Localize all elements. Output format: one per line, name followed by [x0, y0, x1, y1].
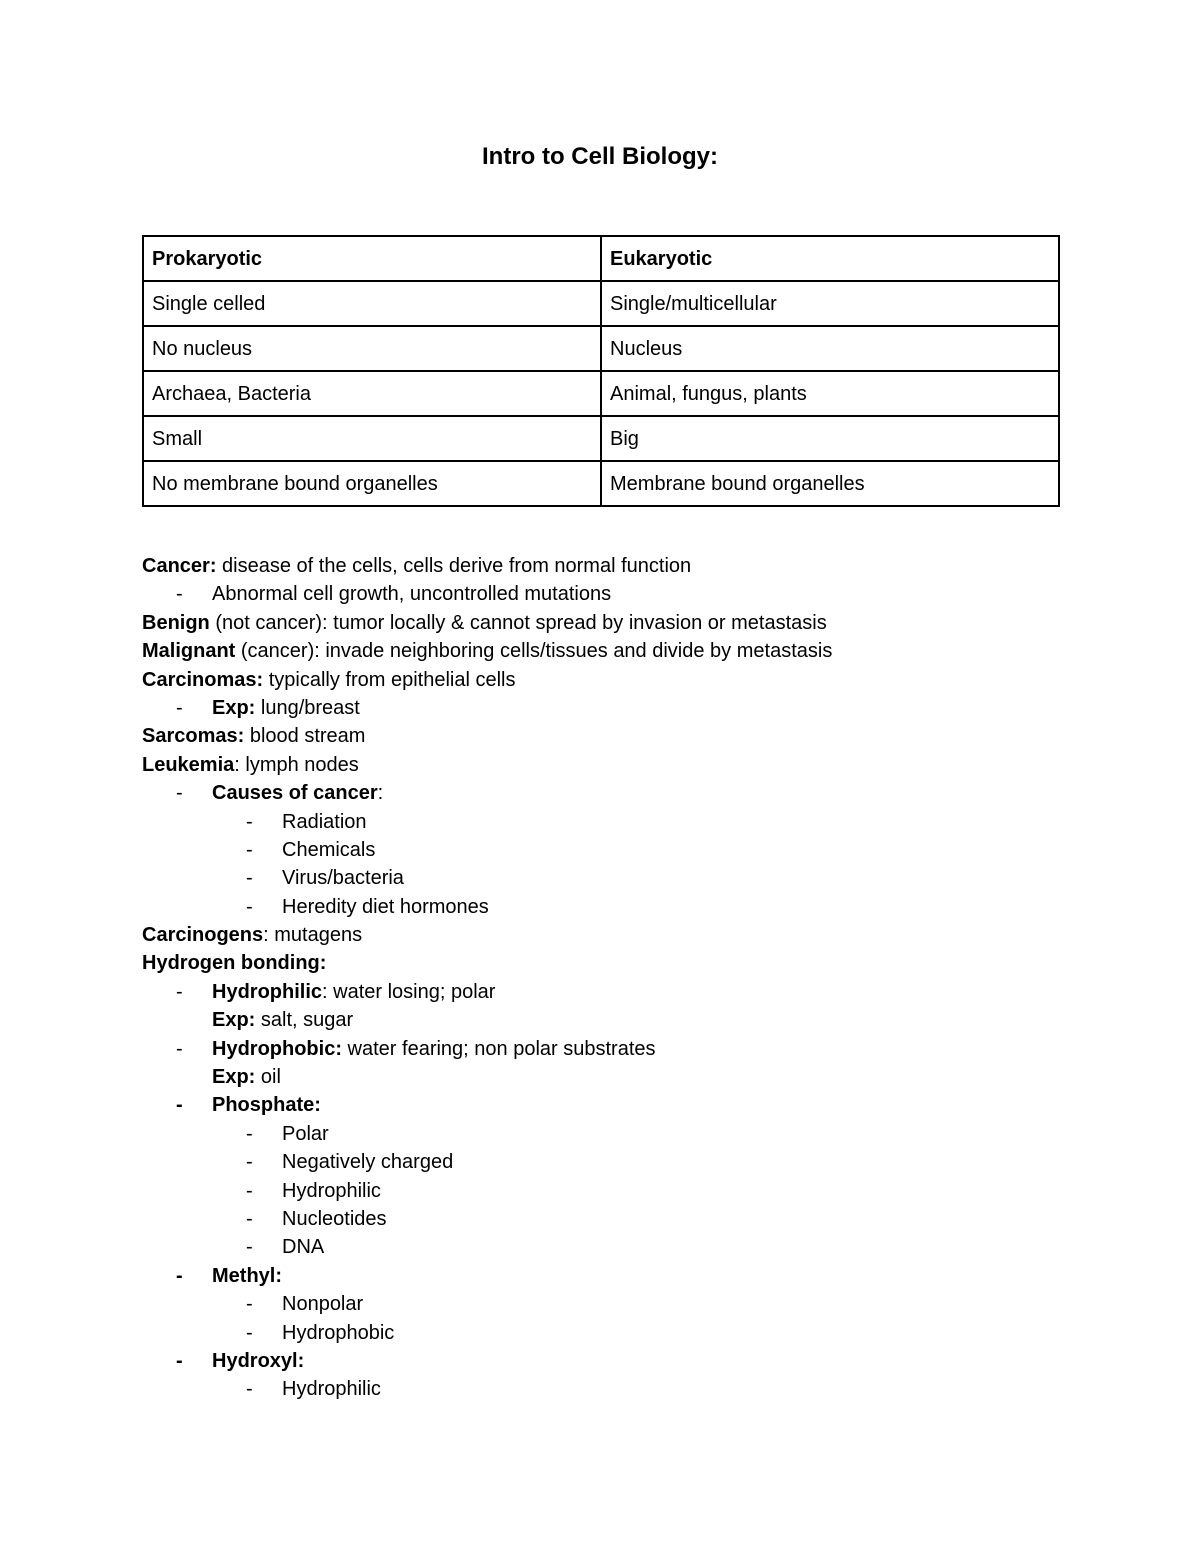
note-line-cancer	[142, 552, 1072, 580]
list-item	[142, 1120, 1072, 1148]
term-label: Benign	[142, 611, 210, 634]
table-row	[143, 416, 1059, 461]
table-cell: Single/multicellular	[601, 281, 1059, 326]
list-item-text: Nonpolar	[282, 1293, 364, 1316]
table-row	[143, 281, 1059, 326]
table-header-cell: Eukaryotic	[601, 236, 1059, 281]
comparison-table	[142, 235, 1060, 507]
list-item	[142, 1063, 1072, 1091]
bullet-dash: -	[246, 838, 253, 861]
bullet-dash: -	[246, 867, 253, 890]
table-cell: Nucleus	[601, 326, 1059, 371]
list-item	[142, 864, 1072, 892]
term-definition: : mutagens	[263, 924, 363, 947]
term-label: Cancer:	[142, 555, 217, 577]
list-item	[142, 1006, 1072, 1034]
bullet-dash: -	[246, 1321, 253, 1344]
term-label: Hydrophobic:	[212, 1037, 342, 1060]
bullet-dash: -	[176, 782, 183, 805]
list-item	[142, 1233, 1072, 1261]
note-line-malignant	[142, 637, 1072, 665]
term-definition: salt, sugar	[255, 1009, 354, 1032]
list-item	[142, 978, 1072, 1006]
term-definition: oil	[255, 1066, 281, 1089]
page-title: Intro to Cell Biology:	[482, 143, 718, 170]
list-item	[142, 694, 1072, 722]
term-label: Malignant	[142, 640, 236, 663]
list-item	[142, 1177, 1072, 1205]
table-row	[143, 326, 1059, 371]
term-definition: (not cancer): tumor locally & cannot spread by invasion or metastasis	[209, 611, 827, 634]
list-item	[142, 1148, 1072, 1176]
list-item	[142, 1091, 1072, 1119]
term-label: Exp:	[212, 1009, 256, 1032]
bullet-dash: -	[176, 696, 183, 719]
list-item	[142, 893, 1072, 921]
list-item-text: Negatively charged	[282, 1151, 454, 1174]
term-label: Hydrophilic	[212, 980, 323, 1003]
list-item	[142, 580, 1072, 608]
term-label: Methyl:	[212, 1264, 282, 1287]
bullet-dash: -	[246, 1207, 253, 1230]
table-cell: Membrane bound organelles	[601, 461, 1059, 506]
term-label: Hydroxyl:	[212, 1349, 305, 1372]
term-definition: : water losing; polar	[322, 980, 496, 1003]
term-definition: : lymph nodes	[234, 753, 359, 776]
bullet-dash: -	[246, 810, 253, 833]
list-item-text: Nucleotides	[282, 1207, 387, 1230]
bullet-dash: -	[246, 1236, 253, 1259]
term-label: Exp:	[212, 1066, 256, 1089]
bullet-dash: -	[176, 1349, 183, 1372]
term-definition: disease of the cells, cells derive from normal function	[216, 555, 692, 577]
note-line-carcinogens	[142, 921, 1072, 949]
term-label: Carcinogens	[142, 924, 264, 947]
list-item-text: DNA	[282, 1236, 325, 1259]
table-cell: Archaea, Bacteria	[143, 371, 601, 416]
list-item-text: Hydrophilic	[282, 1179, 381, 1202]
note-line-leukemia	[142, 751, 1072, 779]
term-label: Leukemia	[142, 753, 235, 776]
notes-body	[142, 552, 1072, 1404]
list-item	[142, 779, 1072, 807]
term-label: Hydrogen bonding:	[142, 952, 327, 975]
term-definition: lung/breast	[255, 696, 360, 719]
list-item-text: Heredity diet hormones	[282, 895, 489, 918]
table-cell: No nucleus	[143, 326, 601, 371]
bullet-dash: -	[176, 1037, 183, 1060]
bullet-dash: -	[176, 1264, 183, 1287]
note-line-sarcomas	[142, 722, 1072, 750]
bullet-dash: -	[176, 980, 183, 1003]
table-cell: No membrane bound organelles	[143, 461, 601, 506]
list-item-text: Virus/bacteria	[282, 867, 404, 890]
list-item	[142, 1262, 1072, 1290]
list-item-text: Abnormal cell growth, uncontrolled mutations	[212, 583, 612, 606]
table-cell: Animal, fungus, plants	[601, 371, 1059, 416]
table-cell: Small	[143, 416, 601, 461]
bullet-dash: -	[246, 1122, 253, 1145]
bullet-dash: -	[246, 1151, 253, 1174]
list-item	[142, 808, 1072, 836]
term-label: Sarcomas:	[142, 725, 245, 748]
bullet-dash: -	[176, 1094, 183, 1117]
note-line-benign	[142, 609, 1072, 637]
bullet-dash: -	[246, 1179, 253, 1202]
list-item-text: Hydrophilic	[282, 1378, 381, 1401]
bullet-dash: -	[246, 1378, 253, 1401]
term-definition: (cancer): invade neighboring cells/tissues and divide by metastasis	[235, 640, 833, 663]
table-header-cell: Prokaryotic	[143, 236, 601, 281]
list-item	[142, 1319, 1072, 1347]
bullet-dash: -	[246, 1293, 253, 1316]
term-definition: blood stream	[244, 725, 366, 748]
table-cell: Single celled	[143, 281, 601, 326]
term-label: Phosphate:	[212, 1094, 321, 1117]
term-label: Carcinomas:	[142, 668, 264, 691]
bullet-dash: -	[176, 583, 183, 606]
list-item	[142, 1347, 1072, 1375]
term-definition: :	[377, 782, 384, 805]
term-label: Exp:	[212, 696, 256, 719]
table-row	[143, 371, 1059, 416]
term-definition: typically from epithelial cells	[263, 668, 516, 691]
list-item	[142, 1205, 1072, 1233]
table-row	[143, 461, 1059, 506]
term-label: Causes of cancer	[212, 782, 378, 805]
list-item	[142, 1290, 1072, 1318]
list-item-text: Chemicals	[282, 838, 376, 861]
list-item	[142, 836, 1072, 864]
list-item-text: Hydrophobic	[282, 1321, 395, 1344]
table-header-row	[143, 236, 1059, 281]
bullet-dash: -	[246, 895, 253, 918]
list-item-text: Polar	[282, 1122, 329, 1145]
list-item-text: Radiation	[282, 810, 367, 833]
list-item	[142, 1035, 1072, 1063]
note-line-carcinomas	[142, 666, 1072, 694]
term-definition: water fearing; non polar substrates	[342, 1037, 656, 1060]
note-line-hydrogen-bonding	[142, 949, 1072, 977]
table-cell: Big	[601, 416, 1059, 461]
list-item	[142, 1375, 1072, 1403]
